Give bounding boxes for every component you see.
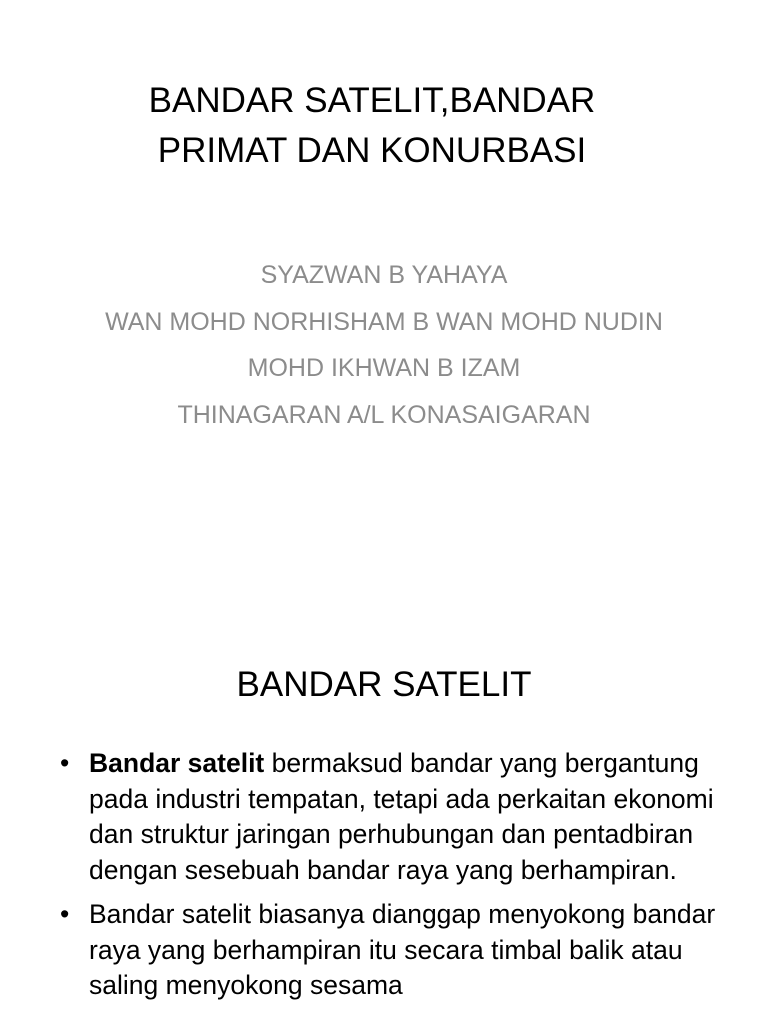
author-name: SYAZWAN B YAHAYA — [260, 261, 508, 289]
slide-title: BANDAR SATELIT — [236, 665, 532, 704]
presentation-title — [84, 76, 660, 176]
bullet-icon: • — [60, 899, 70, 929]
bullet-term: Bandar satelit — [89, 748, 265, 778]
bullet-icon: • — [60, 748, 70, 778]
bullet-item — [60, 746, 720, 888]
author-name: MOHD IKHWAN B IZAM — [247, 354, 521, 382]
content-slide — [0, 590, 768, 1024]
author-name: THINAGARAN A/L KONASAIGARAN — [177, 400, 591, 429]
bullet-item — [60, 897, 720, 1004]
title-line-1: BANDAR SATELIT,BANDAR — [148, 81, 596, 120]
author-name: WAN MOHD NORHISHAM B WAN MOHD NUDIN — [105, 307, 663, 336]
bullet-text: bermaksud bandar yang bergantung pada industri tempatan, tetapi ada perkaitan ekonomi dan struktur jaringan perhubungan dan pentadbiran dengan sesebuah bandar raya yang berhampiran. — [89, 748, 714, 885]
author-list — [0, 252, 768, 438]
bullet-text: Bandar satelit biasanya dianggap menyokong bandar raya yang berhampiran itu secara timbal balik atau saling menyokong sesama — [89, 899, 716, 1000]
title-line-2: PRIMAT DAN KONURBASI — [157, 131, 587, 170]
bullet-list — [60, 746, 720, 1013]
